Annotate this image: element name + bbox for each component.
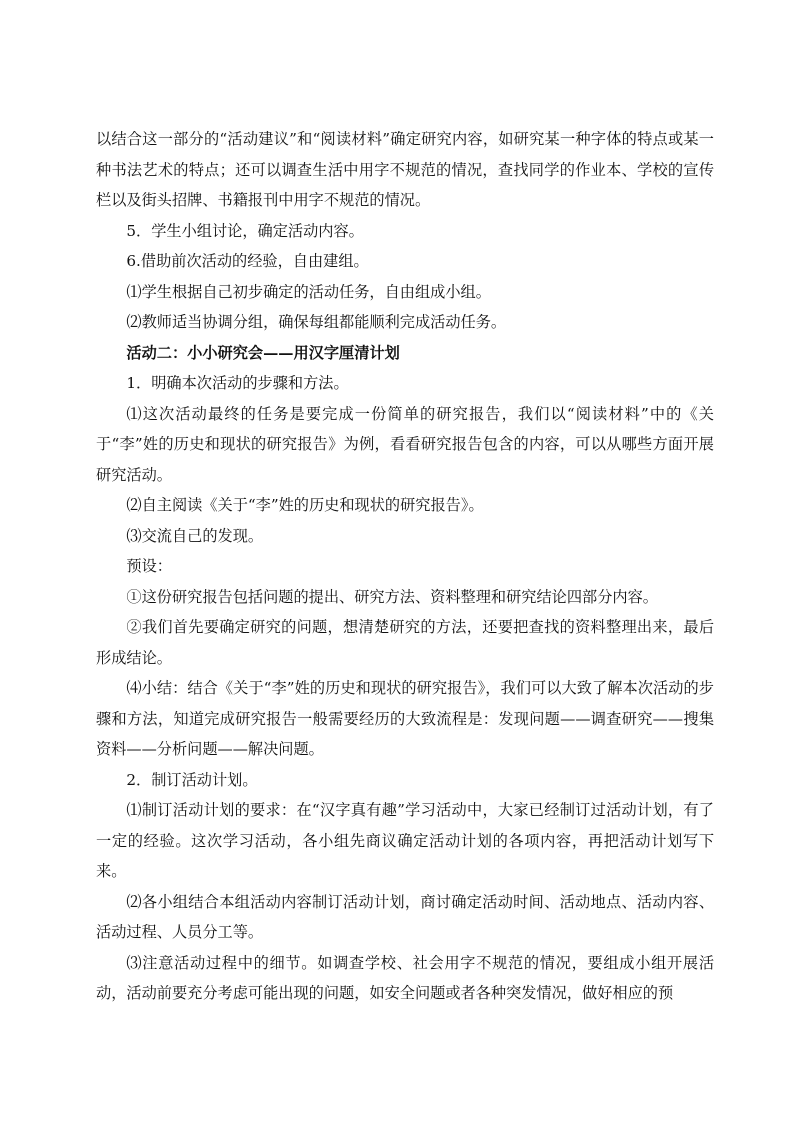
substep-summary: ⑷小结：结合《关于“李”姓的历史和现状的研究报告》，我们可以大致了解本次活动的步骤和方法，知道完成研究报告一般需要经历的大致流程是：发现问题——调查研究——搜集资料——分析问题——解决问题。 [96,679,714,758]
paragraph-research-content: 以结合这一部分的“活动建议”和“阅读材料”确定研究内容，如研究某一种字体的特点或某一种书法艺术的特点；还可以调查生活中用字不规范的情况，查找同学的作业本、学校的宣传栏以及街头招牌、书籍报刊中用字不规范的情况。 [96,130,714,209]
preset-item-1: ①这份研究报告包括问题的提出、研究方法、资料整理和研究结论四部分内容。 [126,587,658,606]
preset-item-2: ②我们首先要确定研究的问题，想清楚研究的方法，还要把查找的资料整理出来，最后形成结论。 [96,618,714,667]
activity-two-heading: 活动二：小小研究会——用汉字厘清计划 [126,343,400,362]
substep-students-form-groups: ⑴学生根据自己初步确定的活动任务，自由组成小组。 [126,282,491,301]
step-6-form-groups: 6.借助前次活动的经验，自由建组。 [126,252,369,270]
step-1-clarify-steps: 1．明确本次活动的步骤和方法。 [126,374,349,392]
substep-activity-details: ⑶注意活动过程中的细节。如调查学校、社会用字不规范的情况，要组成小组开展活动，活动前要充分考虑可能出现的问题，如安全问题或者各种突发情况，做好相应的预 [96,953,714,1002]
substep-teacher-coordinates: ⑵教师适当协调分组，确保每组都能顺利完成活动任务。 [126,313,507,331]
substep-group-plans: ⑵各小组结合本组活动内容制订活动计划，商讨确定活动时间、活动地点、活动内容、活动过程、人员分工等。 [96,892,714,941]
substep-share-findings: ⑶交流自己的发现。 [126,526,264,545]
document-body [96,124,714,1009]
substep-self-reading: ⑵自主阅读《关于“李”姓的历史和现状的研究报告》。 [126,496,484,514]
step-5-group-discussion: 5．学生小组讨论，确定活动内容。 [126,221,364,240]
substep-final-task: ⑴这次活动最终的任务是要完成一份简单的研究报告，我们以“阅读材料”中的《关于“李”姓的历史和现状的研究报告》为例，看看研究报告包含的内容，可以从哪些方面开展研究活动。 [96,404,714,484]
substep-plan-requirements: ⑴制订活动计划的要求：在“汉字真有趣”学习活动中，大家已经制订过活动计划，有了一定的经验。这次学习活动，各小组先商议确定活动计划的各项内容，再把活动计划写下来。 [96,801,714,880]
preset-label: 预设： [126,557,172,575]
step-2-make-plan: 2．制订活动计划。 [126,770,258,789]
